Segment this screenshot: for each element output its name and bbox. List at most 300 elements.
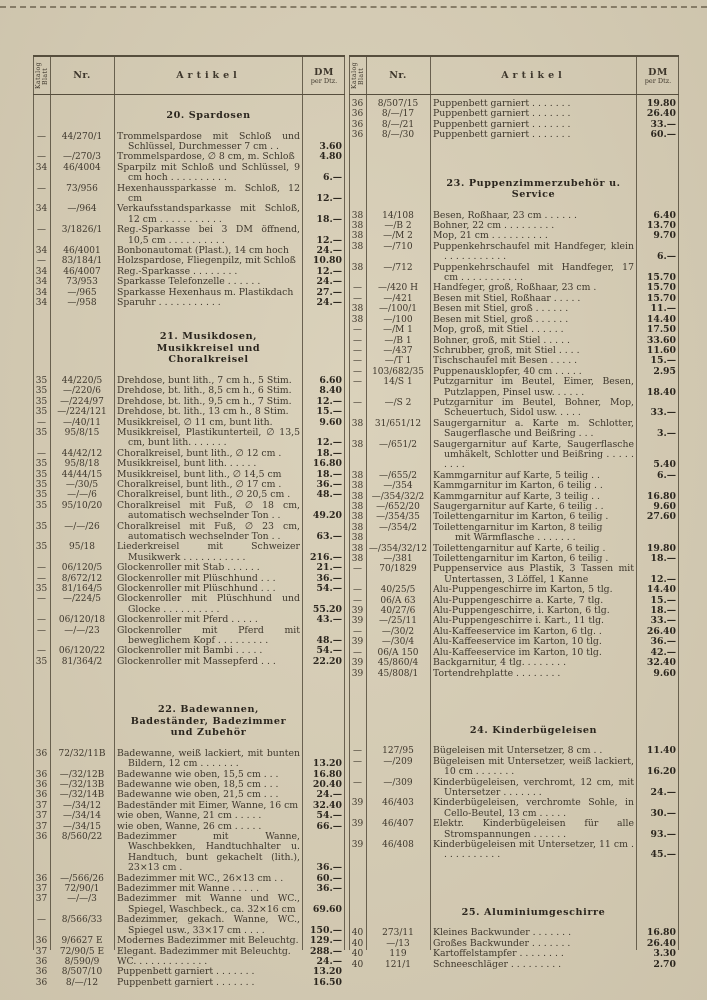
katalog-blatt-value: 38 [351,439,364,450]
catalog-item-row [349,658,679,668]
price-dm: 16.20 [646,766,676,778]
price-dm: 54.— [316,645,342,657]
catalog-table-right [349,55,679,970]
artikel-nr: 40/25/5 [380,585,416,596]
artikel-text: Choralkreisel, bunt lith., ∅ 12 cm . [117,447,282,459]
artikel-text: Kammgarnitur auf Karte, 5 teilig . . [433,469,600,481]
katalog-blatt-value: 34 [35,204,48,215]
katalog-blatt-value: 35 [35,584,48,595]
price-dm: 63.— [316,531,342,542]
column-header-artikel: Artikel [501,70,566,81]
column-divider [349,57,350,950]
price-dm: 60.— [650,129,676,141]
column-divider [114,57,115,950]
katalog-blatt-value: — [37,448,46,459]
artikel-nr: —/—/3 [67,894,97,905]
artikel-text: Besen mit Stiel, groß . . . . . . [433,313,569,325]
artikel-nr: 119 [389,949,407,960]
artikel-text: Choralkreisel, bunt lith., ∅ 17 cm . [117,478,282,490]
artikel-nr: —/354 [383,481,413,492]
price-dm: 43.— [316,614,342,626]
price-dm: 12.— [650,573,676,585]
katalog-blatt-value: — [37,152,46,163]
catalog-item-row [33,978,345,988]
catalog-item-row [33,626,345,647]
artikel-text: Puppenausklopfer, 40 cm . . . . . [433,365,582,377]
artikel-text: Glockenroller mit Pferd mit beweglichem Kopf . . . . . . . . . [117,624,300,647]
artikel-text: wie oben, Wanne, 26 cm . . . . . [117,820,262,832]
catalog-item-row [33,428,345,449]
katalog-blatt-value: 38 [351,491,364,502]
artikel-nr: 44/42/12 [61,448,103,459]
column-header-nr: Nr. [73,70,91,81]
artikel-text: Alu-Puppengeschirre i. Kart., 11 tlg. [433,615,605,627]
katalog-blatt-value: 34 [35,266,48,277]
katalog-blatt-value: 39 [351,819,364,830]
artikel-text: Sparkasse Hexenhaus m. Plastikdach [117,286,294,298]
katalog-blatt-value: 36 [35,832,48,843]
katalog-blatt-value: — [37,183,46,194]
artikel-text: Toilettengarnitur im Karton, 6 teilig . [433,553,609,565]
price-dm: 15.70 [646,272,676,284]
katalog-blatt-value: — [37,646,46,657]
price-dm: 16.80 [646,490,676,502]
katalog-blatt-value: 38 [351,241,364,252]
price-dm: 3.— [656,428,676,440]
katalog-blatt-value: — [353,595,362,606]
price-dm: 6.— [656,469,676,481]
artikel-text: Puppenkehrschaufel mit Handfeger, 17 cm . . . . . . . . . . . [433,261,634,284]
price-dm: 33.— [650,407,676,419]
artikel-text: WC. . . . . . . . . . . . . [117,955,208,967]
price-dm: 216.— [310,551,342,563]
price-dm: 150.— [310,924,342,936]
artikel-nr: 72/32/11B [58,748,106,759]
artikel-text: Trommelspardose mit Schloß und Schlüssel, Durchmesser 7 cm . . [117,130,300,152]
artikel-text: Holzspardose, Fliegenpilz, mit Schloß [117,255,296,267]
column-header-artikel: Artikel [176,70,241,81]
artikel-nr: 103/682/35 [372,366,424,377]
katalog-blatt-value: 35 [35,459,48,470]
katalog-blatt-value: 36 [351,109,364,120]
price-dm: 5.40 [653,459,676,471]
artikel-text: Badezimmer mit Wanne und WC., Spiegel, Waschbeck., ca. 32×16 cm [117,893,300,915]
catalog-item-row [33,459,345,469]
price-dm: 24.— [316,789,342,801]
artikel-nr: 121/1 [385,959,411,970]
katalog-blatt-value: 38 [351,522,364,533]
price-dm: 26.40 [646,625,676,637]
artikel-nr: 46/4001 [63,245,101,256]
price-dm: 9.60 [319,416,342,428]
artikel-text: Alu-Puppengeschirre a. Karte, 7 tlg. [433,594,604,606]
katalog-blatt-value: 36 [351,99,364,109]
price-dm: 18.40 [646,386,676,398]
katalog-blatt-value: 36 [35,790,48,801]
artikel-text: Badezimmer, gekach. Wanne, WC., Spiegel usw., 33×17 cm . . . . [117,914,300,936]
katalog-blatt-value: 38 [351,231,364,242]
section-title: 25. Aluminiumgeschirre [461,906,606,918]
section-title: 23. Puppenzimmerzubehör u. Service [446,177,621,201]
artikel-nr: —/220/6 [63,386,101,397]
artikel-text: Besen mit Stiel, groß . . . . . . [433,303,569,315]
price-dm: 24.— [316,276,342,288]
catalog-item-row [33,204,345,225]
artikel-nr: 45/860/4 [377,658,419,669]
artikel-text: Mop, groß, mit Stiel . . . . . . [433,324,564,336]
price-dm: 15.— [316,406,342,418]
katalog-blatt-value: 39 [351,606,364,617]
katalog-blatt-value: — [37,615,46,626]
katalog-blatt-value: 36 [35,748,48,759]
column-divider [430,57,431,950]
price-dm: 13.20 [312,966,342,978]
artikel-text: Putzgarnitur im Beutel, Bohner, Mop, Scheuertuch, Sidol usw. . . . . [433,396,634,419]
katalog-blatt-value: 40 [351,959,364,970]
artikel-nr: —/M 1 [383,325,413,336]
section-header-row [33,110,345,122]
price-dm: 3.30 [653,948,676,960]
price-dm: 2.70 [653,958,676,970]
artikel-nr: —/B 2 [384,221,412,232]
artikel-text: Bügeleisen mit Untersetzer, weiß lackiert, 10 cm . . . . . . . [433,755,634,778]
artikel-nr: —/224/121 [57,407,107,418]
price-dm: 9.60 [653,501,676,512]
katalog-blatt-value: 34 [35,287,48,298]
artikel-text: Badewanne wie oben, 21,5 cm . . . [117,789,279,801]
artikel-nr: —/420 H [378,283,418,294]
artikel-nr: 44/220/5 [61,375,103,386]
artikel-text: Toilettengarnitur im Karton, 8 teilig [433,521,603,533]
section-title: 22. Badewannen, Badeständer, Badezimmer und Zubehör [130,704,287,739]
price-dm: 54.— [316,583,342,595]
katalog-blatt-value: 39 [351,616,364,627]
column-header-dm [637,66,679,85]
artikel-nr: —/34/12 [63,800,101,811]
artikel-text: Puppenbett garniert . . . . . . . [433,118,571,130]
artikel-nr: —/437 [383,345,413,356]
katalog-blatt-value: 38 [351,470,364,481]
artikel-nr: 46/4004 [63,162,101,173]
price-dm: 4.80 [319,151,342,163]
table-body-left [33,95,345,988]
katalog-blatt-value: 37 [35,894,48,905]
artikel-nr: —/354/2 [379,522,417,533]
katalog-blatt-value: — [353,356,362,367]
artikel-text: Trommelspardose, ∅ 8 cm, m. Schloß [117,151,295,163]
price-dm: 10.80 [312,255,342,267]
artikel-text: Besen mit Stiel, Roßhaar . . . . . [433,292,581,304]
katalog-blatt-value: — [353,335,362,346]
catalog-item-row [349,840,679,861]
katalog-blatt-value: 35 [35,386,48,397]
katalog-blatt-value: — [353,397,362,408]
artikel-text: Badewanne, weiß lackiert, mit bunten Bildern, 12 cm . . . . . . . [117,747,300,770]
price-dm: 18.— [650,553,676,565]
artikel-nr: —/354/32/2 [371,491,425,502]
catalog-item-row [349,242,679,263]
artikel-nr: 8/—/21 [381,119,415,130]
artikel-nr: 06/120/22 [58,646,106,657]
catalog-item-row [33,657,345,667]
column-divider [366,57,367,950]
artikel-nr: 14/108 [382,210,414,221]
katalog-blatt-value: 38 [351,533,364,544]
katalog-blatt-value: 39 [351,637,364,648]
artikel-text: wie oben, Wanne, 21 cm . . . . . [117,810,262,822]
artikel-nr: 127/95 [382,746,414,757]
section-title: 20. Spardosen [166,110,251,121]
artikel-text: Badewanne wie oben, 18,5 cm . . . [117,779,279,790]
artikel-text: Drehdose, bt. lith., 9,5 cm h., 7 Stim. [117,395,292,407]
price-dm: 19.80 [646,542,676,554]
katalog-blatt-value: 36 [35,967,48,978]
artikel-text: Tischschaufel mit Besen . . . . . [433,355,578,367]
price-dm: 18.— [316,213,342,225]
price-dm: 16.80 [312,458,342,470]
artikel-text: Glockenroller mit Plüschhund . . . [117,572,276,584]
catalog-item-row [349,325,679,335]
katalog-blatt-value: 36 [351,119,364,130]
katalog-blatt-value: 38 [351,262,364,273]
catalog-table-left [33,55,345,988]
artikel-text: Badezimmer mit Wanne, Waschbekken, Handtuchhalter u. Handtuch, bunt gekachelt (lith.), 23×13 cm . [117,831,300,874]
artikel-nr: —/S 2 [384,397,412,408]
price-dm: 21.— [316,562,342,574]
katalog-blatt-value: — [353,366,362,377]
price-dm: 15.— [650,594,676,606]
section-title: 24. Kinderbügeleisen [469,724,598,736]
price-dm: 33.— [650,615,676,627]
artikel-nr: —/100 [383,314,413,325]
artikel-text: Handfeger, groß, Roßhaar, 23 cm . [433,282,597,294]
katalog-blatt-value: — [37,573,46,584]
artikel-nr: 8/—/17 [381,109,415,120]
catalog-item-row [349,263,679,284]
artikel-text: Alu-Puppengeschirre, i. Karton, 6 tlg. [433,605,610,617]
artikel-nr: —/965 [67,287,97,298]
column-divider [50,57,51,950]
artikel-text: Bügeleisen mit Untersetzer, 8 cm . . [433,745,603,757]
column-divider [302,57,303,950]
katalog-blatt-value: 36 [35,977,48,988]
artikel-nr: —/13 [386,938,410,949]
artikel-text: Puppenbett garniert . . . . . . . [117,966,255,978]
artikel-text: Glockenroller mit Stab . . . . . . [117,562,260,574]
artikel-text: Kartoffelstampfer . . . . . . . . [433,948,564,960]
artikel-nr: 8/566/33 [61,915,103,926]
price-dm: 26.40 [646,108,676,120]
artikel-nr: 31/651/12 [374,418,422,429]
artikel-nr: —/421 [383,293,413,304]
price-dm: 6.— [322,172,342,184]
dm-label: DM [314,67,334,79]
katalog-blatt-value: 36 [35,873,48,884]
katalog-blatt-value: 39 [351,798,364,809]
artikel-text: Musikkreisel, bunt lith., ∅ 14,5 cm [117,468,282,480]
katalog-blatt-value: 37 [35,811,48,822]
katalog-blatt-value: 38 [351,481,364,492]
katalog-blatt-value: — [353,647,362,658]
price-dm: 36.— [316,478,342,490]
price-dm: 20.40 [312,779,342,790]
price-dm: 11.40 [646,745,676,757]
katalog-blatt-value: 38 [351,502,364,512]
catalog-item-row [349,757,679,778]
column-header-nr: Nr. [389,70,407,81]
price-dm: 36.— [316,572,342,584]
artikel-nr: 06/A 150 [377,647,419,658]
artikel-nr: —/651/2 [379,439,417,450]
table-header-row [33,57,345,95]
artikel-text: Drehdose, bt. lith., 8,5 cm h., 6 Stim. [117,385,292,397]
catalog-item-row [33,298,345,308]
price-dm: 9.70 [653,230,676,242]
column-divider [678,57,679,950]
price-dm: 60.— [316,872,342,884]
artikel-nr: —/354/32/12 [368,543,428,554]
artikel-text: Toilettengarnitur auf Karte, 6 teilig . [433,542,606,554]
artikel-nr: 46/4007 [63,266,101,277]
artikel-nr: 9/6627 E [61,936,103,947]
artikel-nr: 46/403 [382,798,414,809]
price-dm: 48.— [316,489,342,501]
price-dm: 93.— [650,828,676,840]
price-list-sheet [33,55,679,988]
artikel-text: Kinderbügeleisen mit Untersetzer, 11 cm . . . . . . . . . . . [433,839,634,861]
catalog-item-row [33,407,345,417]
price-dm: 36.— [650,636,676,648]
artikel-nr: —/100/1 [379,304,417,315]
artikel-text: Puppenbett garniert . . . . . . . [433,108,571,120]
price-dm: 288.— [310,945,342,957]
katalog-blatt-value: 35 [35,375,48,386]
artikel-text: Glockenroller mit Plüschhund und Glocke . . . . . . . . . . [117,593,300,615]
artikel-text: Alu-Kaffeeservice im Karton, 10 tlg. [433,636,602,648]
section-header-row [349,907,679,919]
katalog-blatt-value: 34 [35,162,48,173]
section-title: 21. Musikdosen, Musikkreisel und Choralkreisel [156,331,261,366]
artikel-text: Musikkreisel, bunt lith. . . . . . [117,458,257,470]
artikel-text: Choralkreisel mit Fuß, ∅ 23 cm, automatisch wechselnder Ton . . [117,520,300,542]
artikel-nr: —/25/11 [379,616,417,627]
katalog-blatt-value: 40 [351,949,364,960]
artikel-nr: —/32/14B [59,790,105,801]
artikel-text: Alu-Puppengeschirre im Karton, 5 tlg. [433,584,613,596]
artikel-text: Liederkreisel mit Schweizer Musikwerk . . . . . . . . . . . [117,541,300,563]
artikel-nr: 95/8/15 [64,427,100,438]
artikel-text: Elektr. Kinderbügeleisen für alle Stromspannungen . . . . . . [433,818,634,840]
price-dm: 27.60 [646,511,676,523]
katalog-blatt-value: — [353,293,362,304]
price-dm: 14.40 [646,313,676,325]
price-dm: 33.— [650,118,676,130]
artikel-nr: 8/507/10 [61,967,103,978]
artikel-text: Bohner, groß, mit Stiel . . . . . [433,334,570,346]
price-dm: 49.20 [312,510,342,522]
price-dm: 16.50 [312,976,342,988]
katalog-blatt-value: — [353,564,362,575]
artikel-nr: 14/S 1 [383,377,413,388]
dm-sub-label: per Dtz. [310,77,338,86]
price-dm: 2.95 [653,365,676,377]
katalog-blatt-value: 36 [35,936,48,947]
column-header-katalog-blatt [33,57,50,94]
price-dm: 54.— [316,810,342,822]
artikel-text: Mop, 21 cm . . . . . . . . . . [433,230,548,242]
price-dm: 24.— [316,297,342,308]
artikel-text: Sparkasse Telefonzelle . . . . . . [117,276,261,288]
artikel-text: Putzgarnitur im Beutel, Eimer, Besen, Putzlappen, Pinsel usw. . . . . . [433,376,634,398]
katalog-blatt-value: — [353,626,362,637]
katalog-blatt-value: 38 [351,304,364,315]
price-dm: 26.40 [646,937,676,949]
price-dm: 18.— [650,605,676,617]
katalog-blatt-value: — [37,594,46,605]
katalog-blatt-value: 35 [35,500,48,511]
price-dm: 36.— [316,883,342,895]
artikel-nr: —/—/23 [64,625,100,636]
artikel-text: Puppenservice aus Plastik, 3 Tassen mit Untertassen, 3 Löffel, 1 Kanne [433,563,634,585]
price-dm: 30.— [650,807,676,819]
catalog-item-row [33,163,345,184]
price-dm: 32.40 [312,799,342,811]
katalog-blatt-value: 36 [351,130,364,141]
artikel-nr: 72/90/5 E [59,946,105,957]
price-dm: 6.60 [319,374,342,386]
katalog-blatt-value: 34 [35,245,48,256]
artikel-nr: —/34/15 [63,821,101,832]
artikel-text: Drehdose, bunt lith., 7 cm h., 5 Stim. [117,374,292,386]
artikel-text: Reg.-Sparkasse bei 3 DM öffnend, 10,5 cm . . . . . . . . . . [117,224,300,246]
catalog-item-row [33,522,345,543]
catalog-item-row [33,832,345,874]
artikel-text: Saugergarnitur auf Karte, Saugerflasche umhäkelt, Schlotter und Beißring . . . . . . . . . [433,438,634,471]
price-dm: 12.— [316,265,342,277]
artikel-nr: 44/270/1 [61,131,103,142]
price-dm: 55.20 [312,603,342,615]
column-divider [636,57,637,950]
section-header-row [33,704,345,739]
artikel-nr: 81/364/2 [61,656,103,667]
price-dm: 129.— [310,935,342,947]
price-dm: 12.— [316,192,342,204]
katalog-blatt-value: 37 [35,800,48,811]
artikel-text: Alu-Kaffeeservice im Karton, 10 tlg. [433,646,602,658]
artikel-nr: 3/1826/1 [61,225,103,236]
katalog-blatt-value: — [353,325,362,336]
artikel-text: Glockenroller mit Bambi . . . . . [117,645,263,657]
artikel-nr: —/T 1 [384,356,412,367]
katalog-blatt-value: 35 [35,521,48,532]
artikel-nr: —/—/6 [67,490,97,501]
katalog-blatt-value: 35 [35,469,48,480]
artikel-nr: —/34/14 [63,811,101,822]
artikel-nr: —/M 2 [383,231,413,242]
catalog-item-row [349,798,679,819]
artikel-nr: 8/507/15 [377,99,419,109]
katalog-blatt-label: Katalog Blatt [350,62,365,89]
artikel-nr: 45/808/1 [377,668,419,679]
table-header-row [349,57,679,95]
artikel-nr: 46/408 [382,840,414,851]
katalog-blatt-value: 37 [35,884,48,895]
price-dm: 33.60 [646,334,676,346]
katalog-blatt-value: 38 [351,314,364,325]
catalog-item-row [33,936,345,946]
catalog-item-row [33,894,345,915]
katalog-blatt-value: — [37,563,46,574]
